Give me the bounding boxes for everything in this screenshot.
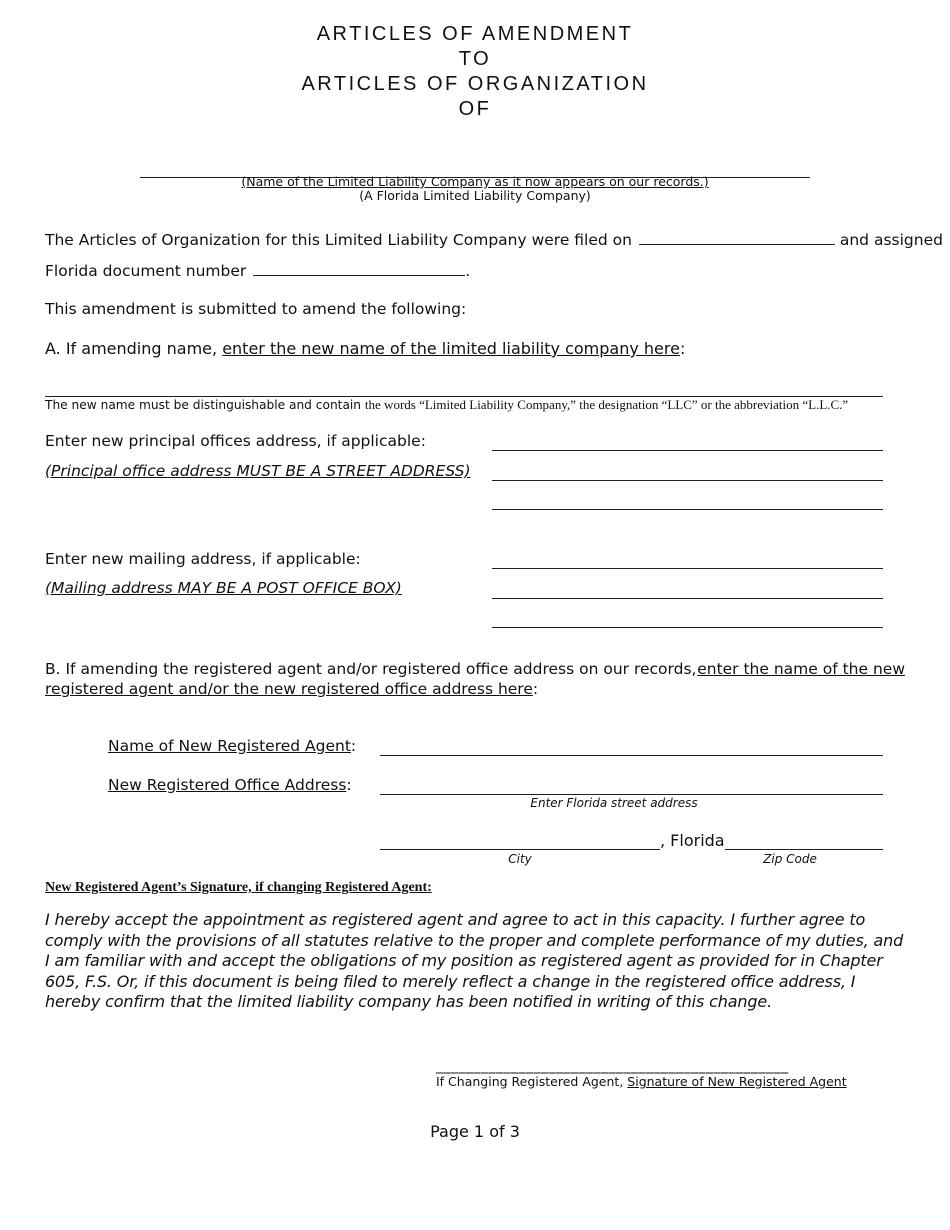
city-caption: City bbox=[508, 852, 532, 866]
title-line-4: OF bbox=[458, 98, 492, 120]
agent-address-label bbox=[108, 776, 352, 794]
section-b-heading bbox=[45, 659, 905, 699]
principal-address-hint: (Principal office address MUST BE A STREET ADDRESS) bbox=[45, 462, 471, 480]
agent-address-label-colon: : bbox=[346, 776, 352, 794]
section-b-colon: : bbox=[532, 680, 539, 698]
principal-address-label: Enter new principal offices address, if applicable: bbox=[45, 432, 426, 450]
agent-city-field[interactable] bbox=[380, 831, 660, 850]
agent-name-label-text: Name of New Registered Agent bbox=[108, 737, 351, 755]
page-number: Page 1 of 3 bbox=[430, 1122, 520, 1141]
document-number-field[interactable] bbox=[253, 261, 465, 276]
agent-name-label bbox=[108, 737, 356, 755]
filing-text-3: Florida document number bbox=[45, 262, 247, 280]
filed-on-field[interactable] bbox=[639, 230, 835, 245]
note-part-2: the words “Limited Liability Company,” the designation “LLC” or the abbreviation “L.L.C.” bbox=[364, 397, 849, 412]
signature-caption-prefix: If Changing Registered Agent, bbox=[436, 1074, 628, 1089]
title-line-1: ARTICLES OF AMENDMENT bbox=[316, 23, 634, 45]
new-name-field[interactable] bbox=[45, 377, 883, 397]
principal-address-line-2[interactable] bbox=[492, 462, 883, 481]
filing-period: . bbox=[465, 262, 471, 280]
signature-line[interactable]: _______________________________________________ bbox=[436, 1058, 789, 1074]
mailing-address-label: Enter new mailing address, if applicable: bbox=[45, 550, 361, 568]
section-b-instruction-2: registered agent and/or the new registered office address here bbox=[45, 680, 533, 698]
section-a-instruction: enter the new name of the limited liability company here bbox=[222, 339, 680, 358]
filing-text-2: and assigned bbox=[839, 231, 943, 249]
new-name-requirement-note bbox=[45, 397, 848, 413]
agent-name-field[interactable] bbox=[380, 737, 883, 756]
section-a-prefix: A. If amending name, bbox=[45, 339, 223, 358]
company-name-caption-text: (Name of the Limited Liability Company as it now appears on our records.) bbox=[241, 174, 709, 189]
street-caption: Enter Florida street address bbox=[530, 796, 698, 810]
principal-address-line-3[interactable] bbox=[492, 491, 883, 510]
signature-caption bbox=[436, 1074, 847, 1089]
agent-address-label-text: New Registered Office Address bbox=[108, 776, 347, 794]
title-line-3: ARTICLES OF ORGANIZATION bbox=[301, 73, 649, 95]
signature-heading: New Registered Agent’s Signature, if changing Registered Agent: bbox=[45, 880, 432, 895]
company-type-caption: (A Florida Limited Liability Company) bbox=[359, 188, 591, 203]
signature-caption-link: Signature of New Registered Agent bbox=[627, 1074, 847, 1089]
agent-name-label-colon: : bbox=[350, 737, 357, 755]
amendment-intro: This amendment is submitted to amend the following: bbox=[45, 300, 467, 318]
section-b-prefix: B. If amending the registered agent and/or registered office address on our records, bbox=[45, 660, 697, 678]
section-b-instruction-1: enter the name of the new bbox=[697, 660, 905, 678]
company-name-caption bbox=[0, 175, 950, 189]
mailing-address-line-2[interactable] bbox=[492, 580, 883, 599]
section-b-line-2 bbox=[45, 679, 905, 699]
agent-acceptance-statement: I hereby accept the appointment as registered agent and agree to act in this capacity. I further agree to comply with the provisions of all statutes relative to the proper and complete performance of my duties, and I am familiar with and accept the obligations of my position as registered agent as provided for in Chapter 605, F.S. Or, if this document is being filed to merely reflect a change in the registered office address, I hereby confirm that the limited liability company has been notified in writing of this change. bbox=[45, 910, 904, 1011]
note-part-1: The new name must be distinguishable and contain bbox=[45, 398, 362, 412]
zip-caption: Zip Code bbox=[763, 852, 817, 866]
section-b-line-1 bbox=[45, 659, 905, 679]
mailing-address-hint: (Mailing address MAY BE A POST OFFICE BOX) bbox=[45, 579, 402, 597]
mailing-address-line-1[interactable] bbox=[492, 550, 883, 569]
filing-line-1 bbox=[45, 230, 943, 249]
filing-line-2 bbox=[45, 261, 470, 280]
agent-street-field[interactable] bbox=[380, 776, 883, 795]
title-line-2: TO bbox=[458, 48, 492, 70]
mailing-address-line-3[interactable] bbox=[492, 609, 883, 628]
filing-text-1: The Articles of Organization for this Limited Liability Company were filed on bbox=[45, 231, 632, 249]
agent-zip-field[interactable] bbox=[725, 831, 883, 850]
section-a-colon: : bbox=[679, 339, 686, 358]
principal-address-line-1[interactable] bbox=[492, 432, 883, 451]
section-a-heading bbox=[45, 339, 685, 358]
state-florida: , Florida bbox=[660, 831, 725, 850]
